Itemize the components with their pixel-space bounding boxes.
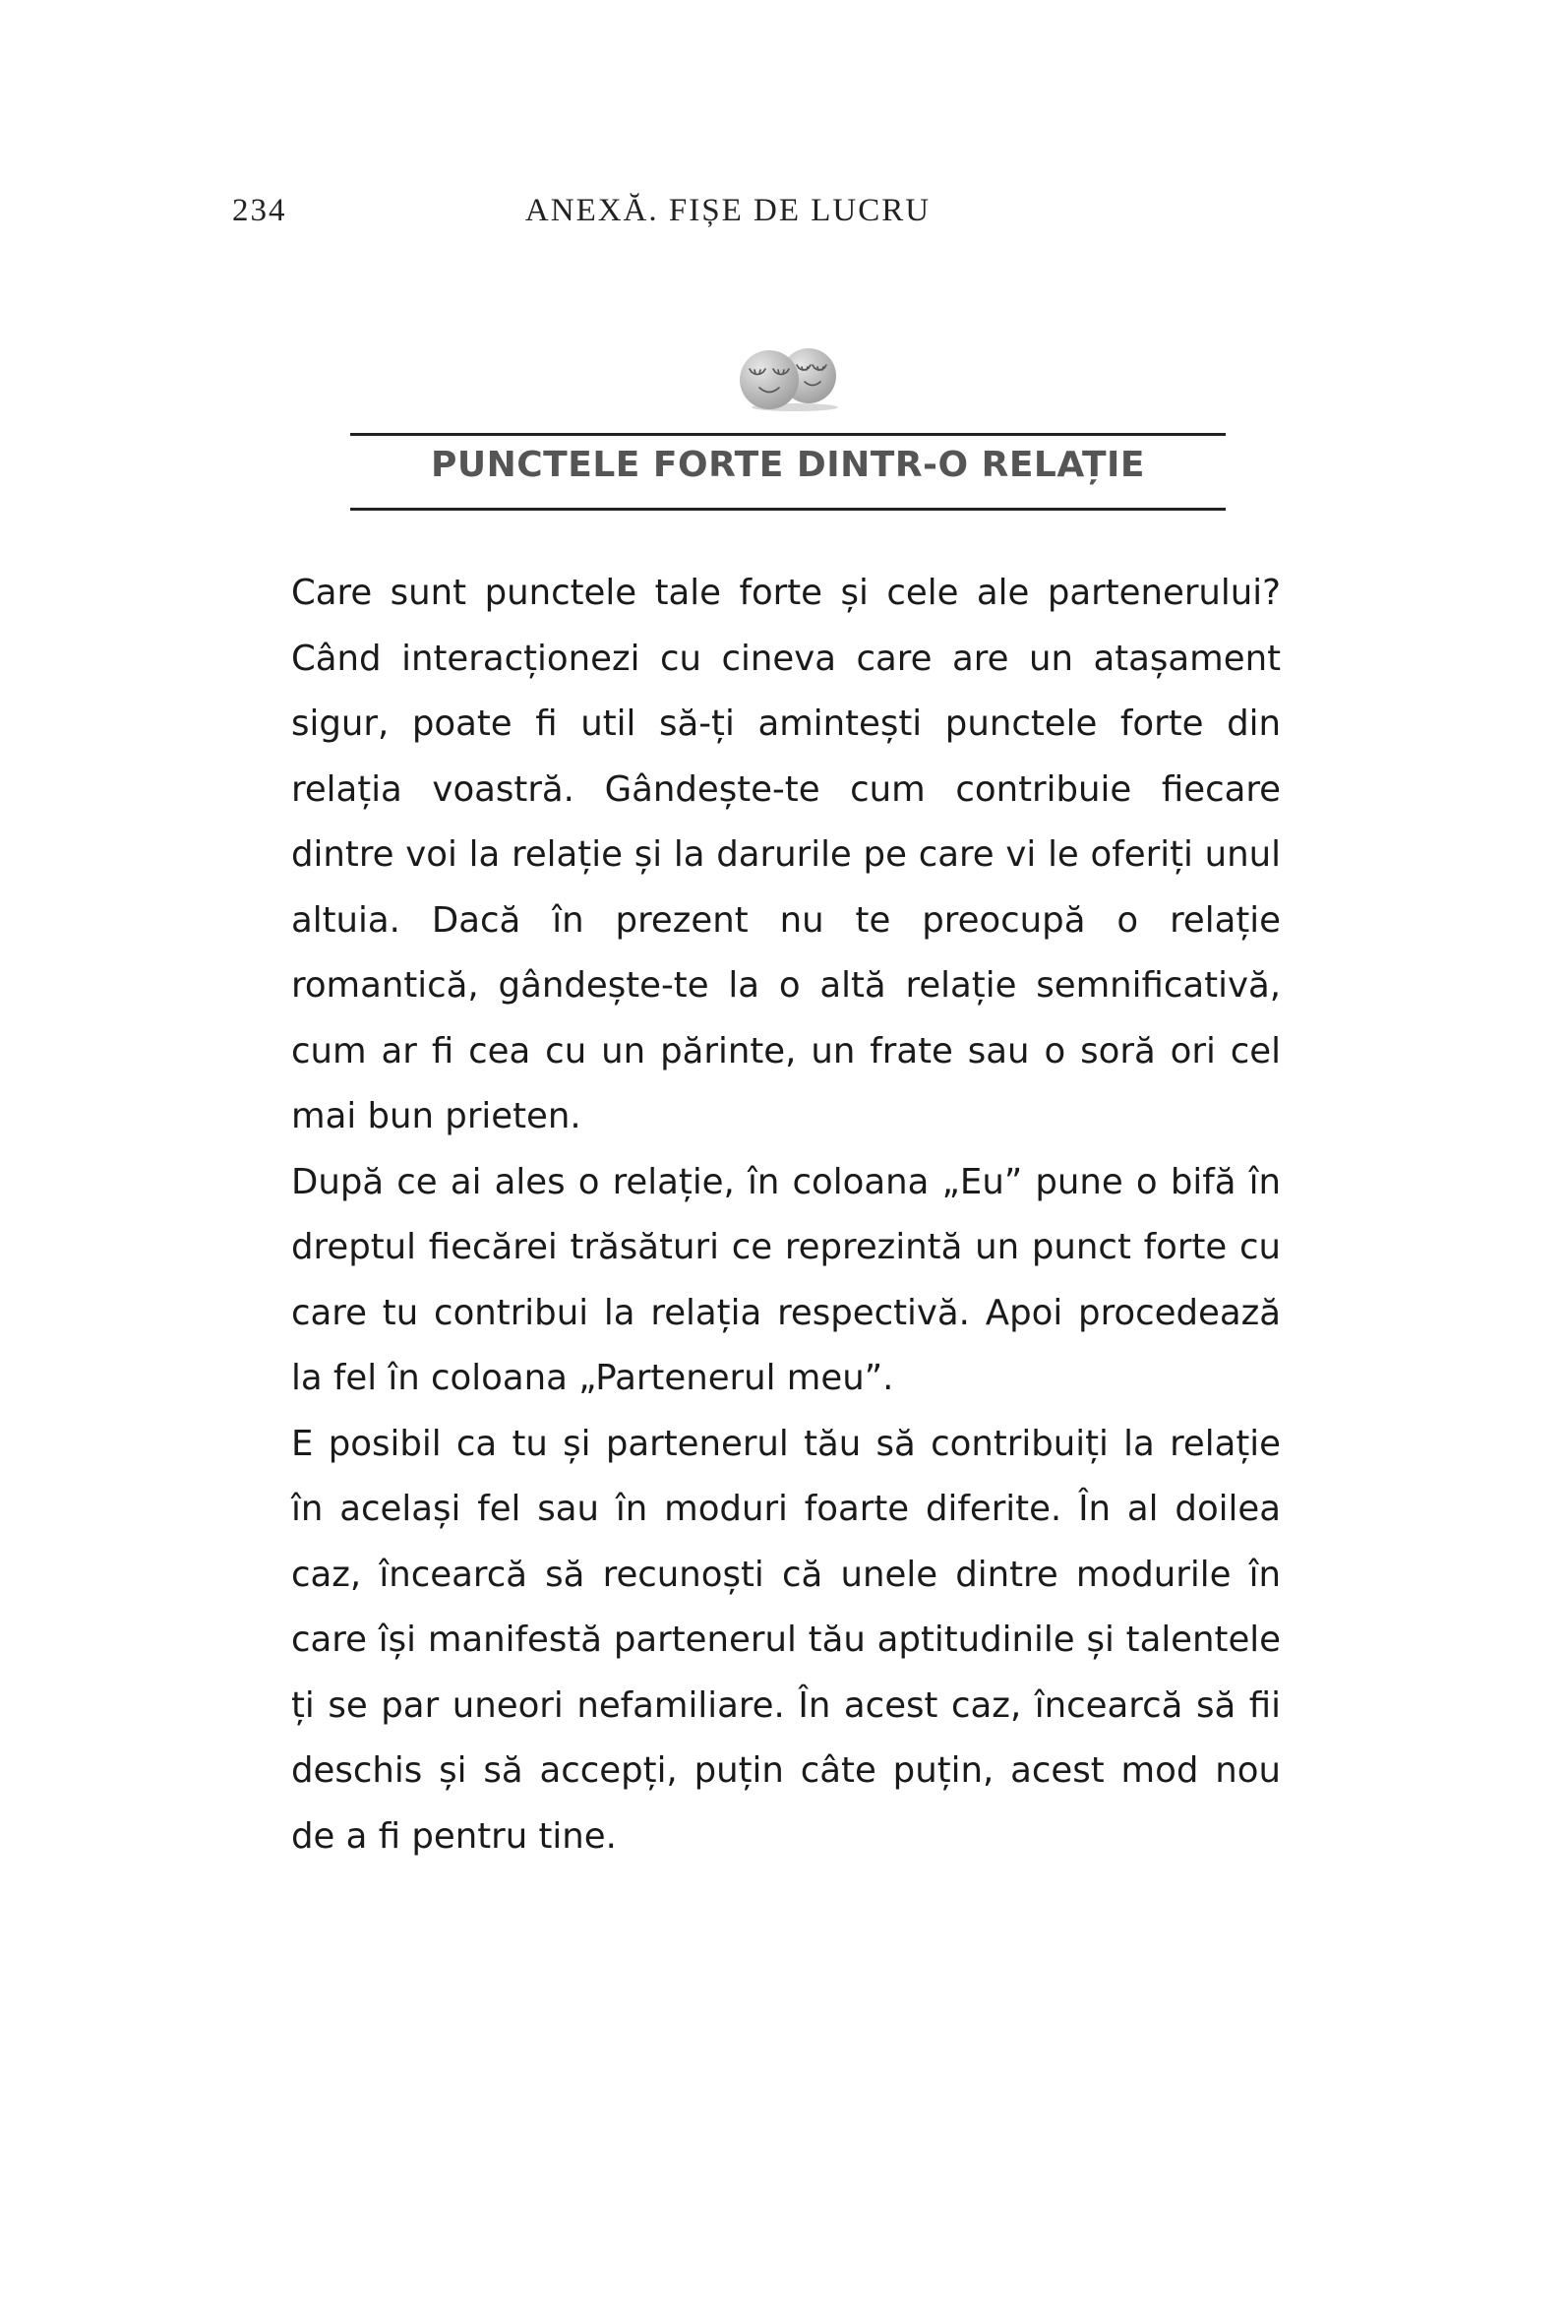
running-head bbox=[232, 193, 1224, 236]
section-title: PUNCTELE FORTE DINTR-O RELAȚIE bbox=[431, 445, 1145, 485]
body-text bbox=[291, 561, 1281, 1869]
title-bottom-rule bbox=[350, 508, 1226, 511]
running-title: ANEXĂ. FIȘE DE LUCRU bbox=[524, 193, 932, 228]
title-top-rule bbox=[350, 433, 1226, 436]
paragraph-2: După ce ai ales o relație, în coloana „Eu” pune o bifă în dreptul fiecărei trăsături ce reprezintă un punct forte cu care tu contribui la relația respectivă. Apoi procedează la fel în coloana „Partenerul meu”. bbox=[291, 1161, 1281, 1398]
paragraph-1: Care sunt punctele tale forte și cele ale partenerului? Când interacționezi cu cineva care are un atașament sigur, poate fi util să-ți amintești punctele forte din relația voastră. Gândește-te cum contribuie fiecare dintre voi la relație și la darurile pe care vi le oferiți unul altuia. Dacă în prezent nu te preocupă o relație romantică, gândește-te la o altă relație semnificativă, cum ar fi cea cu un părinte, un frate sau o soră ori cel mai bun prieten. bbox=[291, 573, 1281, 1136]
two-smiling-faces-icon bbox=[730, 342, 848, 413]
page-number: 234 bbox=[232, 193, 287, 228]
paragraph-3: E posibil ca tu și partenerul tău să contribuiți la relație în același fel sau în moduri foarte diferite. În al doilea caz, încearcă să recunoști că unele dintre modurile în care își manifestă partenerul tău aptitudinile și talentele ți se par uneori nefamiliare. În acest caz, încearcă să fii deschis și să accepți, puțin câte puțin, acest mod nou de a fi pentru tine. bbox=[291, 1423, 1281, 1857]
